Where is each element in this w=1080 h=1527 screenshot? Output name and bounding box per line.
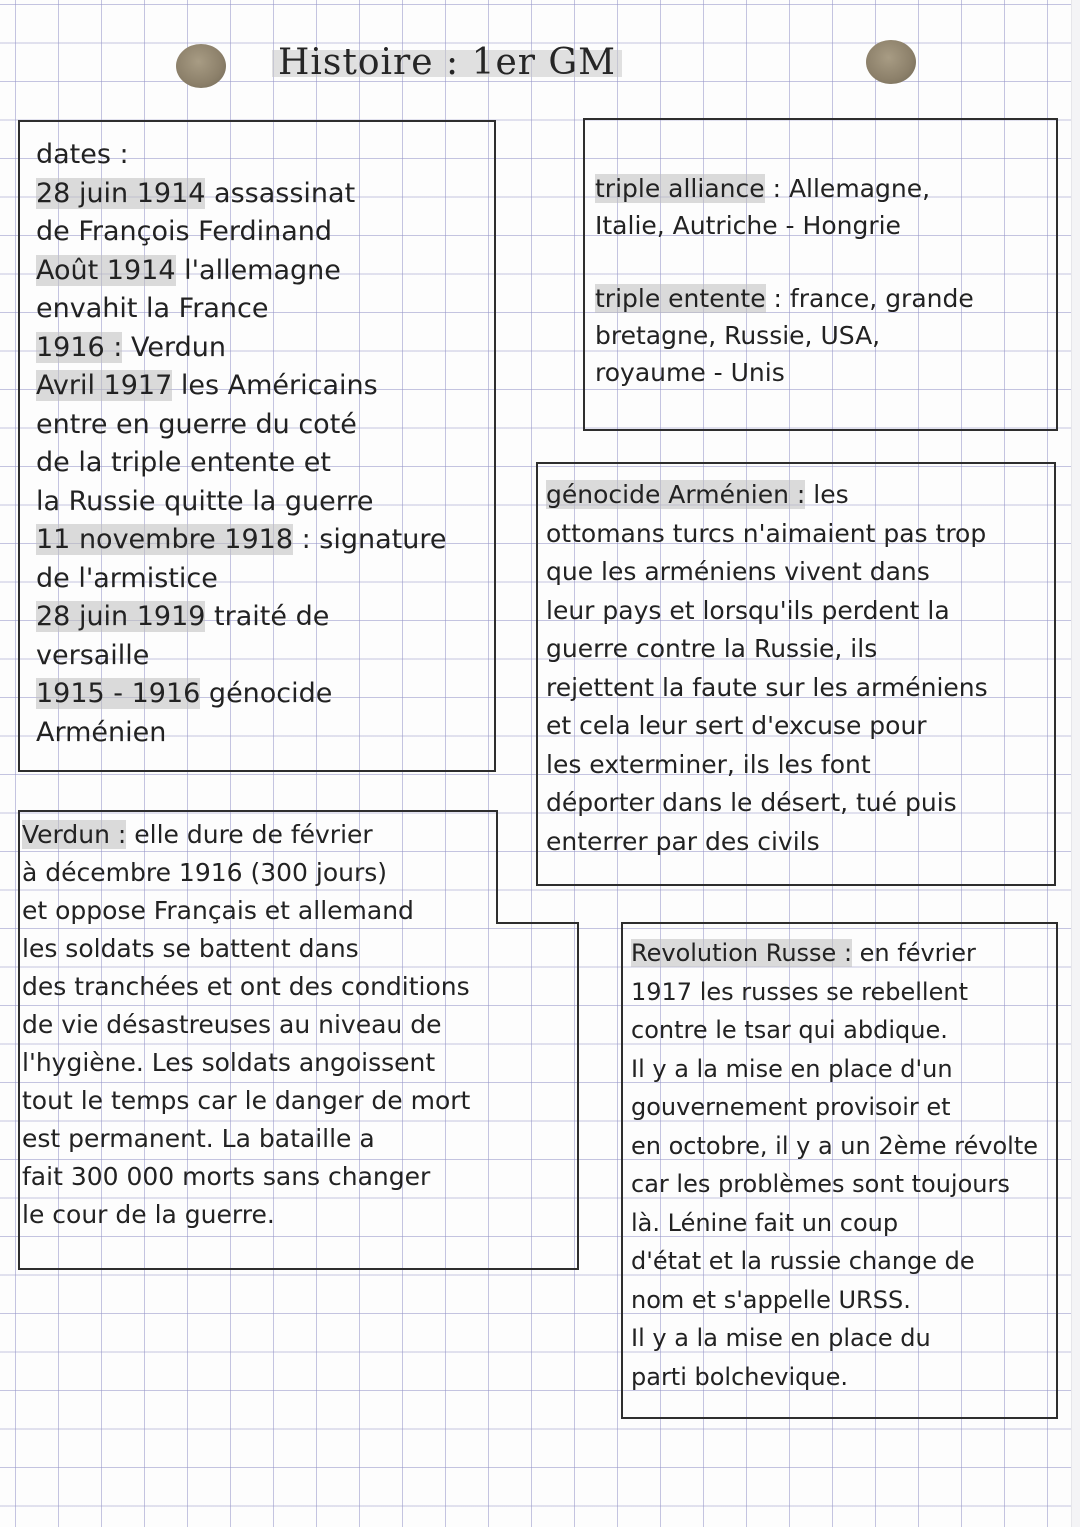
date-text: entre en guerre du coté	[36, 408, 357, 440]
dates-box	[18, 120, 496, 772]
date-text: de François Ferdinand	[36, 216, 333, 247]
revolution-line: car les problèmes sont toujours	[631, 1170, 1010, 1198]
dates-line	[36, 406, 494, 445]
genocide-line: guerre contre la Russie, ils	[546, 634, 878, 663]
date-text: l'allemagne	[175, 254, 341, 286]
date-text: versaille	[36, 639, 150, 671]
dates-line	[36, 252, 494, 291]
verdun-line	[22, 816, 592, 854]
revolution-line: d'état et la russie change de	[631, 1247, 975, 1275]
date-label: 1915 - 1916	[36, 678, 201, 709]
dates-line	[36, 213, 494, 252]
date-text: Arménien	[36, 716, 167, 748]
revolution-box	[621, 922, 1058, 1419]
page-title: Histoire : 1er GM	[272, 42, 622, 83]
date-text: les Américains	[172, 370, 378, 401]
date-label: 1916 :	[36, 331, 123, 363]
dates-line	[36, 521, 494, 560]
verdun-line: les soldats se battent dans	[22, 934, 359, 963]
genocide-line: et cela leur sert d'excuse pour	[546, 711, 927, 740]
date-text: de l'armistice	[36, 562, 218, 594]
genocide-line	[546, 476, 1054, 515]
dates-line	[36, 175, 494, 214]
date-text: de la triple entente et	[36, 447, 331, 478]
date-text: traité de	[205, 601, 330, 632]
punch-hole-right-icon	[866, 40, 916, 84]
verdun-line: et oppose Français et allemand	[22, 896, 414, 925]
date-text: envahit la France	[36, 293, 269, 324]
date-label: 11 novembre 1918	[36, 524, 294, 555]
revolution-line: Il y a la mise en place du	[631, 1324, 931, 1352]
verdun-line: fait 300 000 morts sans changer	[22, 1162, 431, 1191]
triple-entente-members-2: bretagne, Russie, USA,	[595, 321, 881, 350]
genocide-line: rejettent la faute sur les arméniens	[546, 672, 988, 702]
date-text: la Russie quitte la guerre	[36, 485, 374, 517]
dates-line	[36, 560, 494, 599]
revolution-line: là. Lénine fait un coup	[631, 1208, 899, 1237]
revolution-heading: Revolution Russe :	[631, 939, 853, 967]
triple-entente-members: : france, grande	[765, 284, 974, 313]
revolution-line: en octobre, il y a un 2ème révolte	[631, 1131, 1039, 1160]
genocide-line: ottomans turcs n'aimaient pas trop	[546, 518, 987, 548]
dates-line	[36, 329, 494, 368]
genocide-box	[536, 462, 1056, 886]
verdun-line: l'hygiène. Les soldats angoissent	[22, 1048, 436, 1077]
verdun-line: des tranchées et ont des conditions	[22, 972, 470, 1001]
date-text: Verdun	[122, 331, 226, 363]
date-text: : signature	[293, 524, 447, 555]
triple-entente-line	[595, 280, 1056, 317]
triple-alliance-members-2: Italie, Autriche - Hongrie	[595, 211, 901, 240]
genocide-text: les	[805, 480, 849, 509]
dates-heading: dates :	[36, 139, 129, 170]
alliances-box	[583, 118, 1058, 431]
dates-line	[36, 290, 494, 329]
revolution-line: Il y a la mise en place d'un	[631, 1054, 953, 1083]
genocide-line: leur pays et lorsqu'ils perdent la	[546, 595, 950, 625]
verdun-line: de vie désastreuses au niveau de	[22, 1010, 442, 1039]
paper-edge	[1071, 0, 1080, 1527]
triple-entente-label: triple entente	[595, 284, 766, 313]
genocide-line: que les arméniens vivent dans	[546, 557, 930, 586]
date-label: 28 juin 1919	[36, 601, 206, 632]
verdun-line: tout le temps car le danger de mort	[22, 1086, 471, 1115]
revolution-line: 1917 les russes se rebellent	[631, 977, 968, 1006]
verdun-line: à décembre 1916 (300 jours)	[22, 858, 388, 887]
dates-line	[36, 675, 494, 714]
verdun-line: le cour de la guerre.	[22, 1200, 275, 1229]
revolution-line: gouvernement provisoir et	[631, 1093, 951, 1121]
verdun-text: elle dure de février	[126, 820, 373, 849]
dates-line	[36, 637, 494, 676]
dates-line	[36, 483, 494, 522]
dates-line	[36, 598, 494, 637]
verdun-line: est permanent. La bataille a	[22, 1124, 375, 1153]
triple-alliance-members: : Allemagne,	[764, 174, 931, 203]
date-text: génocide	[200, 678, 333, 709]
genocide-line: déporter dans le désert, tué puis	[546, 788, 957, 817]
verdun-heading: Verdun :	[22, 820, 127, 849]
date-text: assassinat	[205, 177, 356, 209]
date-label: 28 juin 1914	[36, 177, 206, 209]
dates-line	[36, 367, 494, 406]
spacer	[595, 244, 1056, 280]
punch-hole-left-icon	[176, 44, 226, 88]
triple-alliance-line	[595, 170, 1056, 207]
triple-alliance-label: triple alliance	[595, 174, 765, 203]
date-label: Août 1914	[36, 254, 176, 286]
dates-line	[36, 714, 494, 753]
revolution-line	[631, 934, 1056, 973]
revolution-text: en février	[852, 939, 976, 967]
date-label: Avril 1917	[36, 370, 173, 401]
genocide-line: les exterminer, ils les font	[546, 749, 871, 779]
triple-entente-members-3: royaume - Unis	[595, 358, 785, 387]
revolution-line: parti bolchevique.	[631, 1362, 848, 1391]
revolution-line: contre le tsar qui abdique.	[631, 1016, 948, 1044]
genocide-line: enterrer par des civils	[546, 826, 820, 856]
genocide-heading: génocide Arménien :	[546, 480, 806, 509]
verdun-box	[22, 816, 592, 1234]
dates-line	[36, 444, 494, 483]
revolution-line: nom et s'appelle URSS.	[631, 1285, 911, 1314]
